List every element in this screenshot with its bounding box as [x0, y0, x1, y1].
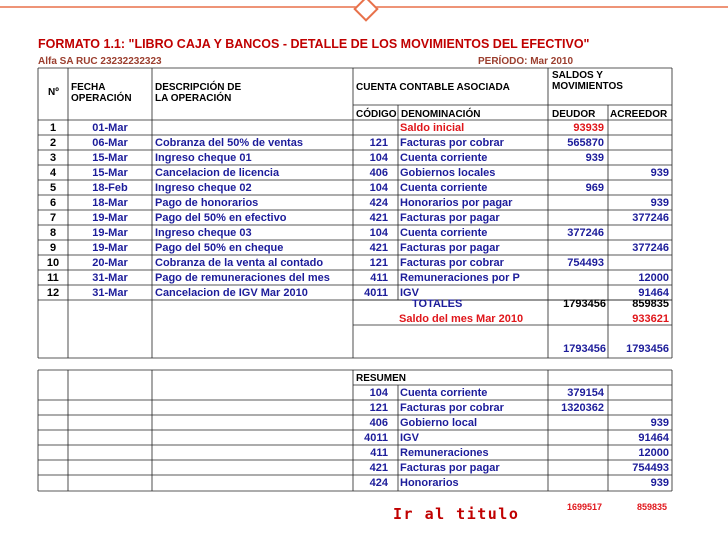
resumen-label: RESUMEN: [356, 373, 407, 384]
resumen-row-5-denom: Remuneraciones: [400, 447, 489, 459]
resumen-row-2-deudor: 1320362: [561, 402, 604, 414]
row-5-n: 5: [49, 182, 57, 194]
resumen-row-5-acreedor: 12000: [638, 447, 669, 459]
resumen-row-7-denom: Honorarios: [400, 477, 459, 489]
row-11-denom: Remuneraciones por P: [400, 272, 520, 284]
row-4-fecha: 15-Mar: [92, 167, 128, 179]
row-12-fecha: 31-Mar: [92, 287, 128, 299]
row-3-fecha: 15-Mar: [92, 152, 128, 164]
row-2-denom: Facturas por cobrar: [400, 137, 504, 149]
row-2-deudor: 565870: [567, 137, 604, 149]
resumen-row-6-denom: Facturas por pagar: [400, 462, 500, 474]
row-4-codigo: 406: [369, 167, 388, 179]
header-denominacion: DENOMINACIÓN: [401, 109, 481, 120]
row-11-desc: Pago de remuneraciones del mes: [155, 272, 330, 284]
row-7-codigo: 421: [369, 212, 388, 224]
row-9-denom: Facturas por pagar: [400, 242, 500, 254]
resumen-row-4-denom: IGV: [400, 432, 419, 444]
resumen-row-3-codigo: 406: [369, 417, 388, 429]
row-12-desc: Cancelacion de IGV Mar 2010: [155, 287, 308, 299]
row-1-deudor: 93939: [573, 122, 604, 134]
resumen-row-3-acreedor: 939: [650, 417, 669, 429]
row-12-codigo: 4011: [364, 287, 388, 299]
row-2-desc: Cobranza del 50% de ventas: [155, 137, 303, 149]
row-10-denom: Facturas por cobrar: [400, 257, 504, 269]
row-4-desc: Cancelacion de licencia: [155, 167, 280, 179]
header-desc-2: LA OPERACIÓN: [155, 93, 232, 104]
row-9-n: 9: [49, 242, 57, 254]
row-1-fecha: 01-Mar: [92, 122, 128, 134]
row-5-denom: Cuenta corriente: [400, 182, 488, 194]
row-12-denom: IGV: [400, 287, 419, 299]
row-9-desc: Pago del 50% en cheque: [155, 242, 284, 254]
page-title: FORMATO 1.1: "LIBRO CAJA Y BANCOS - DETALLE DE LOS MOVIMIENTOS DEL EFECTIVO": [38, 37, 590, 51]
row-6-denom: Honorarios por pagar: [400, 197, 513, 209]
row-4-denom: Gobiernos locales: [400, 167, 496, 179]
row-8-denom: Cuenta corriente: [400, 227, 488, 239]
row-2-fecha: 06-Mar: [92, 137, 128, 149]
saldo-mes-acreedor: 933621: [632, 313, 669, 325]
header-saldos-1: SALDOS Y: [552, 70, 603, 81]
row-3-denom: Cuenta corriente: [400, 152, 488, 164]
header-n: Nº: [48, 87, 59, 98]
saldo-mes-label: Saldo del mes Mar 2010: [399, 313, 524, 325]
resumen-row-6-codigo: 421: [369, 462, 388, 474]
row-11-n: 11: [47, 272, 59, 284]
row-10-desc: Cobranza de la venta al contado: [155, 257, 324, 269]
row-10-fecha: 20-Mar: [92, 257, 128, 269]
row-10-deudor: 754493: [567, 257, 604, 269]
row-8-fecha: 19-Mar: [92, 227, 128, 239]
row-6-fecha: 18-Mar: [92, 197, 128, 209]
totales-label: TOTALES: [412, 298, 463, 310]
row-2-n: 2: [49, 137, 57, 149]
row-6-desc: Pago de honorarios: [155, 197, 259, 209]
resumen-total-deudor: 1699517: [567, 502, 603, 512]
resumen-row-1-deudor: 379154: [567, 387, 604, 399]
resumen-row-7-codigo: 424: [369, 477, 388, 489]
header-fecha-1: FECHA: [71, 82, 106, 93]
ir-al-titulo-link[interactable]: Ir al titulo: [393, 505, 520, 523]
row-7-acreedor: 377246: [632, 212, 669, 224]
company-info: Alfa SA RUC 23232232323: [38, 56, 162, 67]
row-2-codigo: 121: [369, 137, 388, 149]
row-9-fecha: 19-Mar: [92, 242, 128, 254]
row-7-n: 7: [49, 212, 57, 224]
row-7-denom: Facturas por pagar: [400, 212, 500, 224]
row-8-desc: Ingreso cheque 03: [155, 227, 252, 239]
resumen-row-5-codigo: 411: [370, 447, 388, 459]
row-11-codigo: 411: [370, 272, 388, 284]
resumen-row-1-denom: Cuenta corriente: [400, 387, 488, 399]
header-cuenta: CUENTA CONTABLE ASOCIADA: [356, 82, 510, 93]
row-4-acreedor: 939: [650, 167, 669, 179]
period-label: PERÍODO: Mar 2010: [478, 56, 574, 67]
resumen-row-4-codigo: 4011: [364, 432, 388, 444]
header-saldos-2: MOVIMIENTOS: [552, 81, 623, 92]
row-3-codigo: 104: [369, 152, 388, 164]
resumen-row-1-codigo: 104: [369, 387, 388, 399]
header-deudor: DEUDOR: [552, 109, 596, 120]
row-5-codigo: 104: [369, 182, 388, 194]
row-7-desc: Pago del 50% en efectivo: [155, 212, 287, 224]
row-5-desc: Ingreso cheque 02: [155, 182, 252, 194]
row-5-deudor: 969: [585, 182, 604, 194]
resumen-row-2-denom: Facturas por cobrar: [400, 402, 504, 414]
resumen-total-acreedor: 859835: [637, 502, 668, 512]
row-5-fecha: 18-Feb: [92, 182, 128, 194]
row-7-fecha: 19-Mar: [92, 212, 128, 224]
row-3-desc: Ingreso cheque 01: [155, 152, 252, 164]
row-1-n: 1: [49, 122, 57, 134]
row-8-codigo: 104: [369, 227, 388, 239]
row-3-n: 3: [49, 152, 57, 164]
row-9-codigo: 421: [369, 242, 388, 254]
row-12-n: 12: [46, 287, 60, 299]
row-3-deudor: 939: [585, 152, 604, 164]
row-1-denom: Saldo inicial: [400, 122, 465, 134]
resumen-row-4-acreedor: 91464: [638, 432, 669, 444]
row-9-acreedor: 377246: [632, 242, 669, 254]
row-10-codigo: 121: [369, 257, 388, 269]
resumen-row-7-acreedor: 939: [650, 477, 669, 489]
resumen-row-3-denom: Gobierno local: [400, 417, 478, 429]
row-6-n: 6: [49, 197, 57, 209]
row-4-n: 4: [49, 167, 57, 179]
row-12-acreedor: 91464: [638, 287, 669, 299]
header-acreedor: ACREEDOR: [610, 109, 668, 120]
row-10-n: 10: [46, 257, 60, 269]
resumen-row-2-codigo: 121: [369, 402, 388, 414]
header-desc-1: DESCRIPCIÓN DE: [155, 82, 242, 93]
resumen-row-6-acreedor: 754493: [632, 462, 669, 474]
cuadre-deudor: 1793456: [563, 343, 606, 355]
row-11-acreedor: 12000: [638, 272, 669, 284]
row-6-acreedor: 939: [650, 197, 669, 209]
row-6-codigo: 424: [369, 197, 388, 209]
row-11-fecha: 31-Mar: [92, 272, 128, 284]
totales-acreedor: 859835: [632, 298, 669, 310]
totales-deudor: 1793456: [563, 298, 606, 310]
cuadre-acreedor: 1793456: [626, 343, 669, 355]
row-8-n: 8: [49, 227, 57, 239]
header-codigo: CÓDIGO: [356, 109, 397, 120]
row-8-deudor: 377246: [567, 227, 604, 239]
header-fecha-2: OPERACIÓN: [71, 93, 132, 104]
